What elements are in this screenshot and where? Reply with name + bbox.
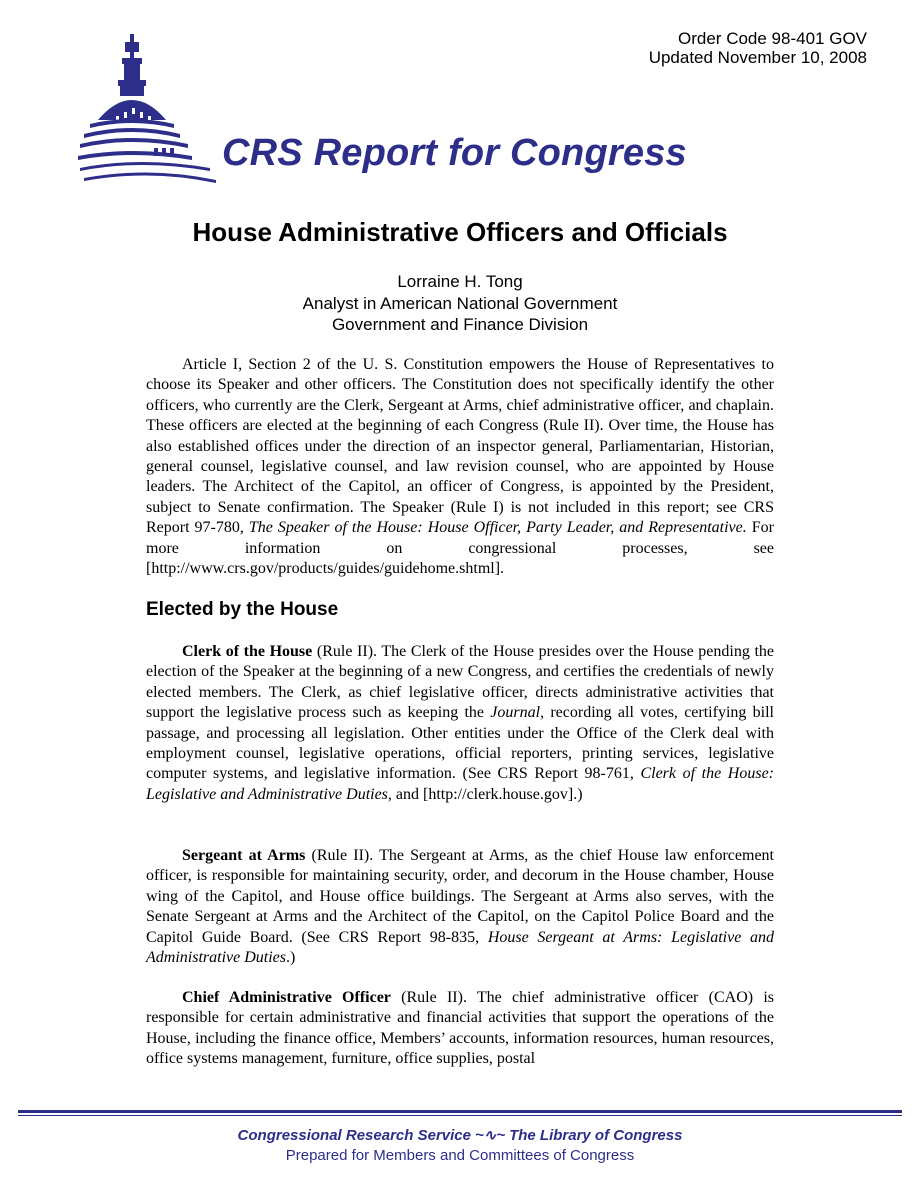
report-title: House Administrative Officers and Officials: [192, 217, 728, 247]
crs-logo: [70, 28, 690, 193]
author-division: Government and Finance Division: [331, 315, 589, 334]
cao-paragraph: [146, 988, 774, 1070]
author-block: [0, 271, 920, 336]
footer-crs: Congressional Research Service: [237, 1127, 471, 1144]
clerk-journal: Journal: [490, 704, 541, 722]
clerk-report-title: Clerk of the House: Legislative and Administrative Duties: [146, 765, 775, 803]
section-heading: Elected by the House: [146, 599, 339, 620]
capitol-dome-icon: [70, 28, 230, 193]
sergeant-heading: Sergeant at Arms: [182, 847, 306, 864]
logo-text: CRS Report for Congress: [222, 132, 687, 174]
footer-rule-thin: [18, 1115, 902, 1116]
author-position: Analyst in American National Government: [302, 293, 618, 313]
sergeant-paragraph: [146, 846, 774, 968]
updated-date: Updated November 10, 2008: [648, 48, 867, 67]
sergeant-text-2: .): [285, 949, 296, 967]
clerk-text-3: , and [http://clerk.house.gov].): [387, 785, 583, 803]
order-code: Order Code 98-401 GOV: [678, 29, 867, 48]
clerk-text-2: , recording all votes, certifying bill passage, and processing all legislation. Other entities under the Office of the Clerk deal with employment counsel, legislative operations, official reporters, printing services, legislative computer systems, and legislative information. (See CRS Report 98-761,: [146, 704, 774, 783]
clerk-heading: Clerk of the House: [182, 643, 313, 660]
intro-report-title: The Speaker of the House: House Officer, Party Leader, and Representative.: [248, 519, 747, 537]
ornament-icon: ~∿~: [474, 1127, 506, 1144]
footer-prepared: Prepared for Members and Committees of Congress: [285, 1147, 635, 1164]
intro-paragraph: [146, 355, 774, 579]
cao-text: (Rule II). The chief administrative officer (CAO) is responsible for certain administrative and financial activities that support the operations of the House, including the finance office, Members’ accounts, information resources, human resources, office systems management, furniture, office supplies, postal: [146, 989, 774, 1068]
cao-heading: Chief Administrative Officer: [182, 989, 391, 1006]
sergeant-text-1: (Rule II). The Sergeant at Arms, as the chief House law enforcement officer, is responsible for maintaining security, order, and decorum in the House chamber, House wing of the Capitol, and House office buildings. The Sergeant at Arms also serves, with the Senate Sergeant at Arms and the Architect of the Capitol, on the Capitol Police Board and the Capitol Guide Board. (See CRS Report 98-835,: [146, 847, 774, 946]
footer: [0, 1126, 920, 1165]
footer-rule: [18, 1110, 902, 1113]
sergeant-report-title: House Sergeant at Arms: Legislative and Administrative Duties: [146, 928, 775, 967]
author-name: Lorraine H. Tong: [397, 272, 523, 291]
clerk-text-1: (Rule II). The Clerk of the House presides over the House pending the election of the Speaker at the beginning of a new Congress, and certifies the credentials of newly elected members. The Clerk, as chief legislative officer, directs administrative activities that support the legislative process such as keeping the: [146, 643, 774, 722]
footer-loc: The Library of Congress: [509, 1127, 683, 1144]
intro-text-2: For more information on congressional processes, see [http://www.crs.gov/products/guides/guidehome.shtml].: [146, 519, 775, 578]
clerk-paragraph: [146, 642, 774, 805]
intro-text-1: Article I, Section 2 of the U. S. Constitution empowers the House of Representatives to choose its Speaker and other officers. The Constitution does not specifically identify the other officers, who currently are the Clerk, Sergeant at Arms, chief administrative officer, and chaplain. These officers are elected at the beginning of each Congress (Rule II). Over time, the House has also established offices under the direction of an inspector general, Parliamentarian, Historian, general counsel, legislative counsel, and law revision counsel, who are appointed by House leaders. The Architect of the Capitol, an officer of Congress, is appointed by the President, subject to Senate confirmation. The Speaker (Rule I) is not included in this report; see CRS Report 97-780,: [146, 356, 774, 537]
